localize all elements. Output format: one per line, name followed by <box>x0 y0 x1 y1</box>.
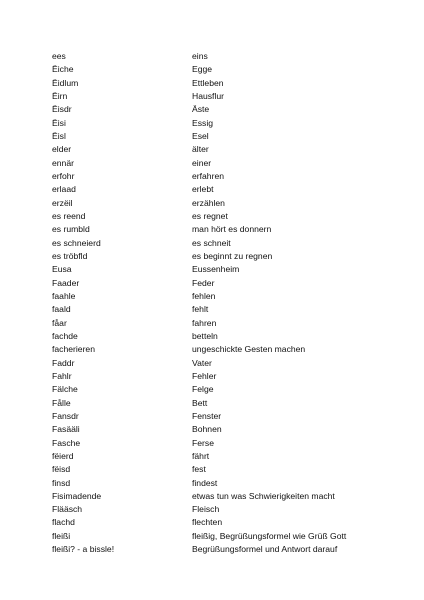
list-item <box>0 490 424 503</box>
standard-translation: Fenster <box>192 410 222 421</box>
dialect-term: faahle <box>52 290 76 301</box>
standard-translation: Vater <box>192 357 212 368</box>
standard-translation: Felge <box>192 384 214 395</box>
dialect-term: Flääsch <box>52 504 83 515</box>
standard-translation: Bett <box>192 397 208 408</box>
list-item <box>0 117 424 130</box>
dialect-term: Faddr <box>52 357 75 368</box>
dialect-term: Ëiche <box>52 64 74 75</box>
list-item <box>0 503 424 516</box>
standard-translation: Ettleben <box>192 77 224 88</box>
dialect-term: Fahlr <box>52 370 72 381</box>
dialect-term: Ëisl <box>52 130 66 141</box>
dialect-term: fachde <box>52 330 78 341</box>
standard-translation: ungeschickte Gesten machen <box>192 344 306 355</box>
dialect-term: es tröbfld <box>52 250 88 261</box>
list-item <box>0 197 424 210</box>
dialect-term: fåar <box>52 317 67 328</box>
standard-translation: eins <box>192 51 208 61</box>
standard-translation: Egge <box>192 64 213 75</box>
dialect-term: es schneierd <box>52 237 101 248</box>
standard-translation: fehlen <box>192 290 216 301</box>
list-item <box>0 357 424 370</box>
standard-translation: Äste <box>192 104 210 115</box>
standard-translation: es schneit <box>192 237 231 248</box>
list-item <box>0 290 424 303</box>
standard-translation: Bohnen <box>192 424 222 435</box>
list-item <box>0 370 424 383</box>
dialect-term: es rumbld <box>52 224 90 235</box>
dialect-term: Ëidlum <box>52 77 79 88</box>
standard-translation: fleißig, Begrüßungsformel wie Grüß Gott <box>192 530 347 541</box>
standard-translation: fehlt <box>192 304 209 315</box>
dialect-term: fëierd <box>52 450 74 461</box>
standard-translation: es regnet <box>192 210 228 221</box>
dialect-term: Ëisdr <box>52 104 72 115</box>
list-item <box>0 516 424 529</box>
standard-translation: Eussenheim <box>192 264 240 275</box>
standard-translation: betteln <box>192 330 218 341</box>
glossary-list <box>0 50 424 556</box>
standard-translation: Ferse <box>192 437 214 448</box>
dialect-term: es reend <box>52 210 86 221</box>
list-item <box>0 130 424 143</box>
list-item <box>0 530 424 543</box>
list-item <box>0 317 424 330</box>
dialect-term: ennär <box>52 157 74 168</box>
list-item <box>0 250 424 263</box>
list-item <box>0 237 424 250</box>
standard-translation: fährt <box>192 450 210 461</box>
dialect-term: erzëil <box>52 197 73 208</box>
standard-translation: findest <box>192 477 218 488</box>
list-item <box>0 477 424 490</box>
dialect-term: Fälche <box>52 384 78 395</box>
list-item <box>0 210 424 223</box>
standard-translation: erlebt <box>192 184 214 195</box>
list-item <box>0 303 424 316</box>
list-item <box>0 397 424 410</box>
dialect-term: fëisd <box>52 464 71 475</box>
standard-translation: flechten <box>192 517 223 528</box>
dialect-term: faald <box>52 304 71 315</box>
standard-translation: fest <box>192 464 206 475</box>
standard-translation: Esel <box>192 130 209 141</box>
dialect-term: erfohr <box>52 170 75 181</box>
list-item <box>0 383 424 396</box>
dialect-term: elder <box>52 144 72 155</box>
dialect-term: Eusa <box>52 264 72 275</box>
dialect-term: Faader <box>52 277 80 288</box>
list-item <box>0 90 424 103</box>
standard-translation: Fleisch <box>192 504 220 515</box>
list-item <box>0 103 424 116</box>
dialect-term: ees <box>52 51 66 61</box>
list-item <box>0 157 424 170</box>
list-item <box>0 450 424 463</box>
list-item <box>0 463 424 476</box>
dialect-term: facherieren <box>52 344 95 355</box>
standard-translation: fahren <box>192 317 217 328</box>
standard-translation: älter <box>192 144 209 155</box>
standard-translation: Hausflur <box>192 90 224 101</box>
standard-translation: etwas tun was Schwierigkeiten macht <box>192 490 335 501</box>
dialect-term: Fålle <box>52 397 71 408</box>
list-item <box>0 437 424 450</box>
list-item <box>0 77 424 90</box>
dialect-term: Ëirn <box>52 90 68 101</box>
list-item <box>0 263 424 276</box>
dialect-term: Fasche <box>52 437 81 448</box>
list-item <box>0 223 424 236</box>
list-item <box>0 143 424 156</box>
list-item <box>0 50 424 63</box>
list-item <box>0 343 424 356</box>
list-item <box>0 183 424 196</box>
dialect-term: fleißi <box>52 530 71 541</box>
dialect-term: Ëisi <box>52 117 66 128</box>
dialect-term: Fansdr <box>52 410 79 421</box>
list-item <box>0 423 424 436</box>
dialect-term: flachd <box>52 517 75 528</box>
list-item <box>0 63 424 76</box>
dialect-term: fleißi? - a bissle! <box>52 544 115 555</box>
dialect-term: finsd <box>52 477 71 488</box>
standard-translation: einer <box>192 157 212 168</box>
standard-translation: erfahren <box>192 170 225 181</box>
standard-translation: Begrüßungsformel und Antwort darauf <box>192 544 338 555</box>
dialect-term: Fasääli <box>52 424 80 435</box>
standard-translation: erzählen <box>192 197 225 208</box>
list-item <box>0 330 424 343</box>
standard-translation: Fehler <box>192 370 217 381</box>
list-item <box>0 410 424 423</box>
standard-translation: es beginnt zu regnen <box>192 250 273 261</box>
standard-translation: Essig <box>192 117 214 128</box>
standard-translation: Feder <box>192 277 215 288</box>
list-item <box>0 277 424 290</box>
list-item <box>0 170 424 183</box>
dialect-term: erlaad <box>52 184 76 195</box>
list-item <box>0 543 424 556</box>
dialect-term: Fisimadende <box>52 490 102 501</box>
standard-translation: man hört es donnern <box>192 224 272 235</box>
